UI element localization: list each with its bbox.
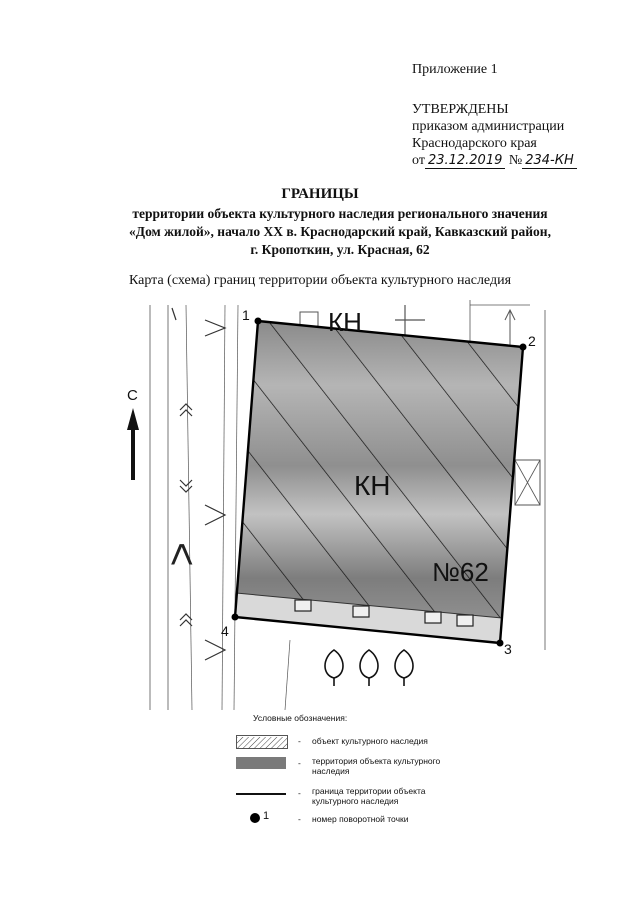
date-prefix: от <box>412 153 425 168</box>
legend-territory-label: территория объекта культурного наследия <box>312 756 441 776</box>
north-arrow <box>127 387 139 480</box>
order-date: 23.12.2019 <box>425 153 505 169</box>
road-markings <box>172 308 225 660</box>
legend-dash: - <box>298 814 301 824</box>
legend-point-icon <box>250 813 260 823</box>
object-kn-label: КН <box>354 470 391 501</box>
point-label-3: 3 <box>504 641 512 657</box>
document-title: ГРАНИЦЫ <box>281 186 359 202</box>
tree-icons <box>325 650 413 686</box>
legend-object-label: объект культурного наследия <box>312 736 428 746</box>
turning-point-dot <box>255 318 262 325</box>
turning-point-dot <box>520 344 527 351</box>
appendix-label: Приложение 1 <box>412 62 498 77</box>
svg-text:<: < <box>159 542 206 567</box>
neighbor-kn-label: КН <box>328 307 362 337</box>
document-subtitle <box>90 205 590 259</box>
north-arrow-icon <box>127 408 139 430</box>
map-caption: Карта (схема) границ территории объекта культурного наследия <box>128 273 512 288</box>
legend-swatch-object <box>236 735 288 749</box>
legend-point-label: номер поворотной точки <box>312 814 409 824</box>
point-label-4: 4 <box>221 623 229 639</box>
legend-boundary-label: граница территории объекта культурного наследия <box>312 786 426 806</box>
turning-point-dot <box>232 614 239 621</box>
street-marker-v <box>159 542 206 567</box>
subtitle-line-1: территории объекта культурного наследия регионального значения <box>132 206 548 221</box>
legend-dash: - <box>298 758 301 768</box>
legend-swatch-territory <box>236 757 286 769</box>
tree-icon <box>395 650 413 678</box>
boundary-map <box>0 290 640 710</box>
tree-icon <box>360 650 378 678</box>
legend-point-sample: 1 <box>263 810 270 822</box>
legend-dash: - <box>298 736 301 746</box>
order-date-line <box>412 152 577 169</box>
subtitle-line-2: «Дом жилой», начало XX в. Краснодарский край, Кавказский район, <box>129 224 551 239</box>
legend-swatch-boundary <box>236 793 286 795</box>
approved-label: УТВЕРЖДЕНЫ <box>412 102 509 117</box>
point-label-1: 1 <box>242 307 250 323</box>
order-label: приказом администрации <box>412 119 565 134</box>
turning-point-dot <box>497 640 504 647</box>
point-label-2: 2 <box>528 333 536 349</box>
approval-block <box>412 101 577 169</box>
north-label: С <box>127 387 138 404</box>
legend-dash: - <box>298 788 301 798</box>
legend-title: Условные обозначения: <box>253 713 348 723</box>
order-number: 234-КН <box>522 153 577 169</box>
house-number-label: №62 <box>432 557 489 587</box>
subtitle-line-3: г. Кропоткин, ул. Красная, 62 <box>250 242 430 257</box>
region-label: Краснодарского края <box>412 136 537 151</box>
tree-icon <box>325 650 343 678</box>
number-prefix: № <box>508 153 523 168</box>
